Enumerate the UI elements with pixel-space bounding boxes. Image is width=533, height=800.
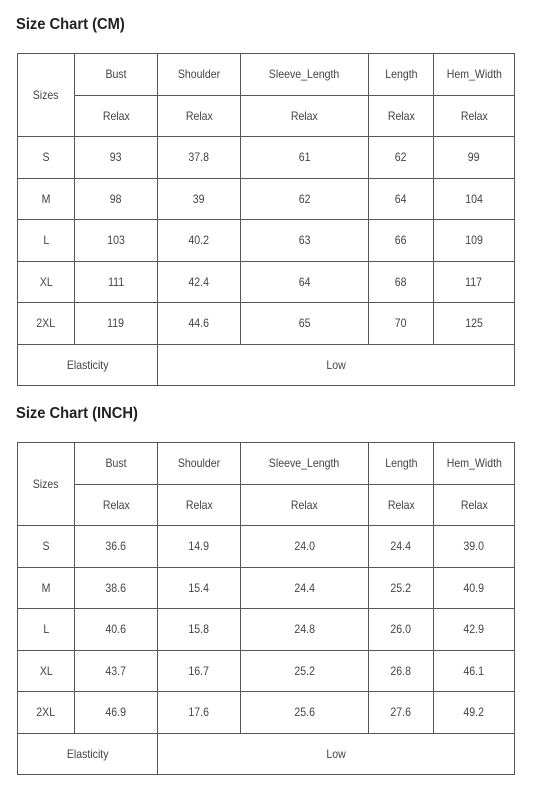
hem-width-header-cell: Hem_Width — [434, 443, 515, 485]
value-cell: 109 — [434, 220, 515, 262]
value-cell: 37.8 — [158, 137, 241, 179]
fit-subheader-cell: Relax — [75, 484, 158, 526]
bust-header-cell: Bust — [75, 54, 158, 96]
value-cell: 61 — [241, 137, 369, 179]
fit-subheader-cell: Relax — [434, 484, 515, 526]
value-cell: 15.8 — [158, 609, 241, 651]
size-cell: L — [18, 609, 75, 651]
table-row — [18, 220, 515, 262]
value-cell: 15.4 — [158, 567, 241, 609]
size-cell: M — [18, 178, 75, 220]
value-cell: 25.6 — [241, 692, 369, 734]
size-cell: S — [18, 137, 75, 179]
value-cell: 119 — [75, 303, 158, 345]
value-cell: 25.2 — [241, 650, 369, 692]
value-cell: 24.4 — [241, 567, 369, 609]
sizes-header-cell: Sizes — [18, 54, 75, 137]
table-row — [18, 609, 515, 651]
elasticity-row — [18, 344, 515, 386]
value-cell: 36.6 — [75, 526, 158, 568]
fit-subheader-cell: Relax — [369, 484, 434, 526]
value-cell: 68 — [369, 261, 434, 303]
value-cell: 27.6 — [369, 692, 434, 734]
sizes-header-cell: Sizes — [18, 443, 75, 526]
fit-subheader-cell: Relax — [158, 95, 241, 137]
table-header-row — [18, 443, 515, 485]
size-cell: 2XL — [18, 303, 75, 345]
length-header-cell: Length — [369, 54, 434, 96]
size-cell: XL — [18, 261, 75, 303]
value-cell: 111 — [75, 261, 158, 303]
table-row — [18, 650, 515, 692]
elasticity-label-cell: Elasticity — [18, 733, 158, 775]
value-cell: 70 — [369, 303, 434, 345]
value-cell: 43.7 — [75, 650, 158, 692]
size-cell: M — [18, 567, 75, 609]
value-cell: 42.9 — [434, 609, 515, 651]
table-row — [18, 567, 515, 609]
value-cell: 24.0 — [241, 526, 369, 568]
value-cell: 39.0 — [434, 526, 515, 568]
size-cell: L — [18, 220, 75, 262]
value-cell: 117 — [434, 261, 515, 303]
fit-subheader-cell: Relax — [241, 95, 369, 137]
size-chart-inch-table — [17, 442, 515, 775]
value-cell: 26.0 — [369, 609, 434, 651]
value-cell: 40.2 — [158, 220, 241, 262]
value-cell: 40.9 — [434, 567, 515, 609]
value-cell: 93 — [75, 137, 158, 179]
elasticity-row — [18, 733, 515, 775]
elasticity-value-cell: Low — [158, 733, 515, 775]
size-chart-cm-title: Size Chart (CM) — [16, 16, 125, 33]
value-cell: 66 — [369, 220, 434, 262]
fit-subheader-cell: Relax — [369, 95, 434, 137]
value-cell: 64 — [241, 261, 369, 303]
sleeve-length-header-cell: Sleeve_Length — [241, 443, 369, 485]
value-cell: 44.6 — [158, 303, 241, 345]
shoulder-header-cell: Shoulder — [158, 54, 241, 96]
value-cell: 104 — [434, 178, 515, 220]
table-row — [18, 178, 515, 220]
table-header-row — [18, 54, 515, 96]
fit-subheader-cell: Relax — [75, 95, 158, 137]
shoulder-header-cell: Shoulder — [158, 443, 241, 485]
table-row — [18, 261, 515, 303]
value-cell: 63 — [241, 220, 369, 262]
size-chart-inch-title: Size Chart (INCH) — [16, 405, 138, 422]
sleeve-length-header-cell: Sleeve_Length — [241, 54, 369, 96]
value-cell: 62 — [369, 137, 434, 179]
value-cell: 26.8 — [369, 650, 434, 692]
value-cell: 42.4 — [158, 261, 241, 303]
value-cell: 99 — [434, 137, 515, 179]
value-cell: 17.6 — [158, 692, 241, 734]
value-cell: 98 — [75, 178, 158, 220]
fit-subheader-cell: Relax — [158, 484, 241, 526]
table-subheader-row — [18, 95, 515, 137]
table-row — [18, 526, 515, 568]
size-cell: 2XL — [18, 692, 75, 734]
fit-subheader-cell: Relax — [241, 484, 369, 526]
elasticity-value-cell: Low — [158, 344, 515, 386]
table-row — [18, 137, 515, 179]
value-cell: 38.6 — [75, 567, 158, 609]
value-cell: 25.2 — [369, 567, 434, 609]
value-cell: 46.1 — [434, 650, 515, 692]
value-cell: 39 — [158, 178, 241, 220]
bust-header-cell: Bust — [75, 443, 158, 485]
value-cell: 16.7 — [158, 650, 241, 692]
value-cell: 46.9 — [75, 692, 158, 734]
value-cell: 65 — [241, 303, 369, 345]
table-row — [18, 303, 515, 345]
value-cell: 125 — [434, 303, 515, 345]
length-header-cell: Length — [369, 443, 434, 485]
value-cell: 14.9 — [158, 526, 241, 568]
value-cell: 40.6 — [75, 609, 158, 651]
value-cell: 49.2 — [434, 692, 515, 734]
value-cell: 64 — [369, 178, 434, 220]
size-cell: S — [18, 526, 75, 568]
fit-subheader-cell: Relax — [434, 95, 515, 137]
size-chart-cm-table — [17, 53, 515, 386]
value-cell: 24.8 — [241, 609, 369, 651]
hem-width-header-cell: Hem_Width — [434, 54, 515, 96]
elasticity-label-cell: Elasticity — [18, 344, 158, 386]
size-cell: XL — [18, 650, 75, 692]
table-row — [18, 692, 515, 734]
value-cell: 103 — [75, 220, 158, 262]
table-subheader-row — [18, 484, 515, 526]
value-cell: 62 — [241, 178, 369, 220]
value-cell: 24.4 — [369, 526, 434, 568]
